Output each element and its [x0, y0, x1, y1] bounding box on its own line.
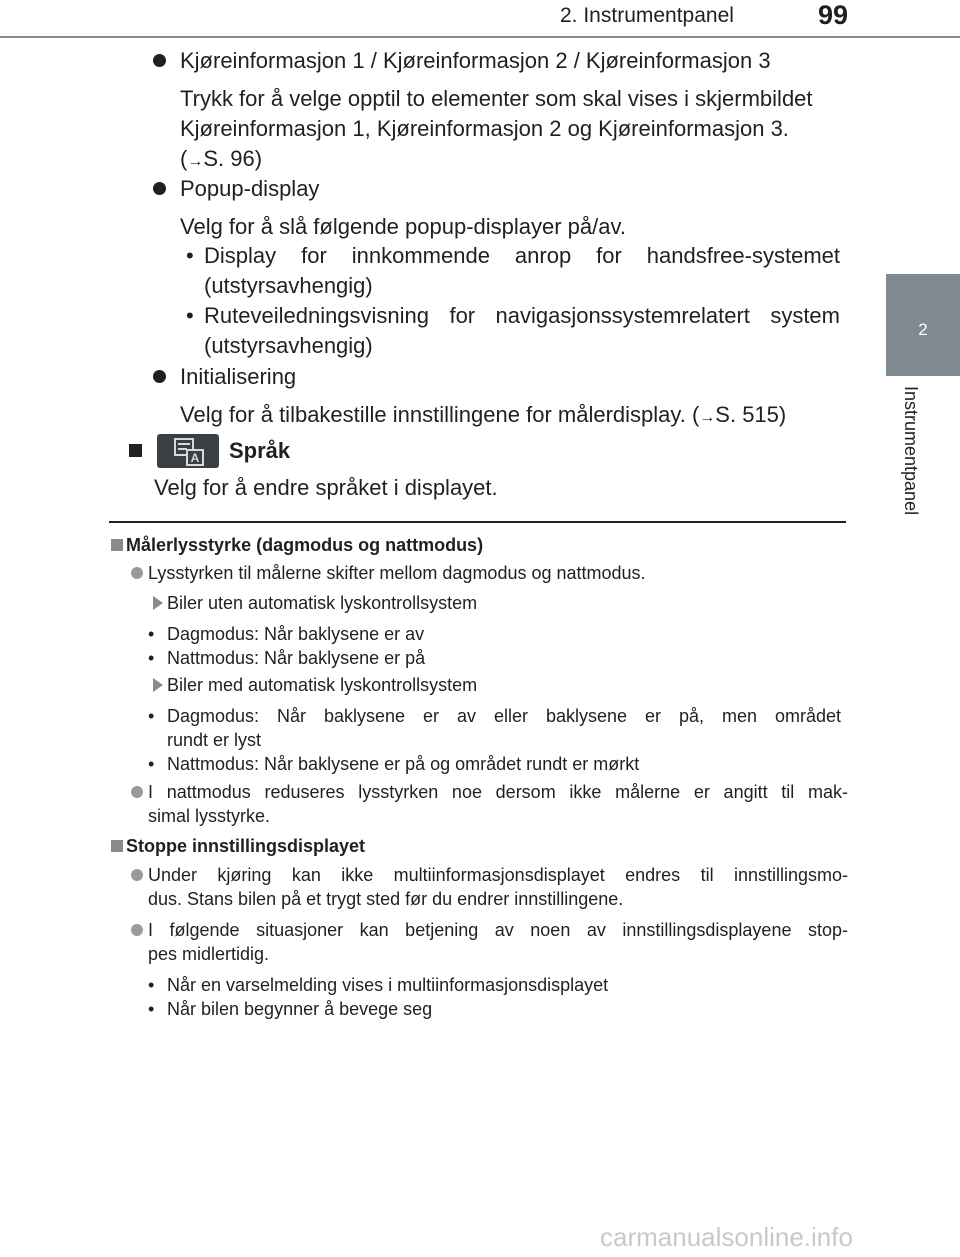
bullet-icon [153, 182, 166, 195]
triangle-icon [153, 678, 163, 692]
bullet-icon [153, 54, 166, 67]
lang-title: Språk [229, 438, 291, 463]
dot-bullet: • [186, 303, 194, 328]
note-square-icon [111, 539, 123, 551]
no-auto-heading: Biler uten automatisk lyskontrollsystem [167, 593, 478, 613]
dot-bullet: • [148, 648, 155, 668]
stop-bullet-1: Når en varselmelding vises i multiinformasjonsdisplayet [167, 975, 609, 995]
init-ref: S. 515) [715, 402, 787, 427]
auto-day: Dagmodus: Når baklysene er av eller baklysene er på, men området [167, 706, 841, 726]
auto-night: Nattmodus: Når baklysene er på og området rundt er mørkt [167, 754, 640, 774]
dot-bullet: • [186, 243, 194, 268]
dot-bullet: • [148, 975, 155, 995]
driving-info-text-2: Kjøreinformasjon 1, Kjøreinformasjon 2 og Kjøreinformasjon 3. [180, 116, 789, 141]
driving-info-ref-text: S. 96) [203, 146, 263, 171]
no-auto-night: Nattmodus: Når baklysene er på [167, 648, 426, 668]
note-bullet-icon [131, 786, 143, 798]
brightness-p2: I nattmodus reduseres lysstyrken noe dersom ikke målerne er angitt til mak- [148, 782, 848, 802]
driving-info-text-1: Trykk for å velge opptil to elementer som skal vises i skjermbildet [180, 86, 813, 111]
popup-desc: Velg for å slå følgende popup-displayer på/av. [180, 214, 626, 239]
popup-bullet-1: Display for innkommende anrop for handsfree-systemet [204, 243, 840, 268]
stop-p1: Under kjøring kan ikke multiinformasjonsdisplayet endres til innstillingsmo- [148, 865, 848, 885]
stop-p1-cont: dus. Stans bilen på et trygt sted før du endrer innstillingene. [148, 889, 624, 909]
init-title: Initialisering [180, 364, 297, 389]
section-divider [109, 521, 846, 523]
dot-bullet: • [148, 754, 155, 774]
lang-desc: Velg for å endre språket i displayet. [154, 475, 498, 500]
auto-heading: Biler med automatisk lyskontrollsystem [167, 675, 478, 695]
page-number: 99 [818, 0, 849, 30]
right-arrow-icon: → [699, 409, 716, 426]
svg-text:A: A [190, 451, 200, 465]
note-bullet-icon [131, 869, 143, 881]
stop-title: Stoppe innstillingsdisplayet [126, 836, 366, 856]
brightness-p2-cont: simal lysstyrke. [148, 806, 271, 826]
popup-bullet-2-cont: (utstyrsavhengig) [204, 333, 373, 358]
popup-bullet-2: Ruteveiledningsvisning for navigasjonssystemrelatert system [204, 303, 840, 328]
init-desc [180, 400, 786, 433]
section-square-icon [129, 444, 142, 457]
header-rule [0, 36, 960, 38]
dot-bullet: • [148, 999, 155, 1019]
header-section-title: 2. Instrumentpanel [560, 4, 734, 27]
dot-bullet: • [148, 624, 155, 644]
right-arrow-icon: → [187, 153, 204, 170]
init-desc-text: Velg for å tilbakestille innstillingene for målerdisplay. ( [180, 402, 700, 427]
driving-info-ref: (→S. 96) [180, 146, 263, 171]
stop-p2: I følgende situasjoner kan betjening av noen av innstillingsdisplayene stop- [148, 920, 848, 940]
stop-bullet-2: Når bilen begynner å bevege seg [167, 999, 433, 1019]
dot-bullet: • [148, 706, 155, 726]
bullet-icon [153, 370, 166, 383]
no-auto-day: Dagmodus: Når baklysene er av [167, 624, 425, 644]
chapter-tab-label: Instrumentpanel [901, 386, 921, 516]
popup-title: Popup-display [180, 176, 320, 201]
brightness-title: Målerlysstyrke (dagmodus og nattmodus) [126, 535, 484, 555]
driving-info-title: Kjøreinformasjon 1 / Kjøreinformasjon 2 / Kjøreinformasjon 3 [180, 48, 771, 73]
watermark: carmanualsonline.info [600, 1222, 853, 1252]
language-icon-graphic [157, 434, 219, 468]
note-square-icon [111, 840, 123, 852]
triangle-icon [153, 596, 163, 610]
language-icon [157, 434, 219, 468]
popup-bullet-1-cont: (utstyrsavhengig) [204, 273, 373, 298]
stop-p2-cont: pes midlertidig. [148, 944, 270, 964]
brightness-p1: Lysstyrken til målerne skifter mellom dagmodus og nattmodus. [148, 563, 646, 583]
note-bullet-icon [131, 567, 143, 579]
note-bullet-icon [131, 924, 143, 936]
auto-day-cont: rundt er lyst [167, 730, 262, 750]
chapter-tab-number: 2 [918, 320, 928, 339]
